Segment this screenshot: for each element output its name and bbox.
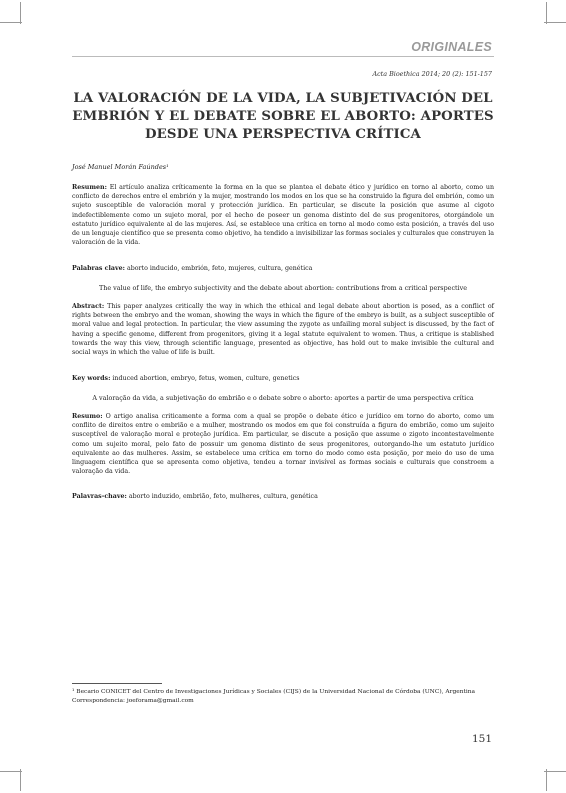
palabras-clave-text: aborto inducido, embrión, feto, mujeres, cultura, genética [124,265,313,272]
resumo-paragraph [72,412,494,476]
palabras-clave-paragraph [72,264,494,273]
crop-mark [546,769,547,791]
palavras-chave-label: Palavras-chave: [72,493,127,500]
footnote-divider [72,683,162,684]
resumo-label: Resumo: [72,413,103,420]
palavras-chave-text: aborto induzido, embrião, feto, mulheres, cultura, genética [126,493,318,500]
crop-mark [20,2,21,24]
footnote-affiliation: ¹ Becario CONICET del Centro de Investigaciones Jurídicas y Sociales (CIJS) de la Universidad Nacional de Córdoba (UNC), Argentina [72,689,476,695]
portuguese-title: A valoração da vida, a subjetivação do embrião e o debate sobre o aborto: aportes a partir de uma perspectiva crítica [92,394,474,402]
resumo-text: O artigo analisa criticamente a forma com a qual se propõe o debate ético e jurídico em torno do aborto, como um conflito de direitos entre o embrião e a mulher, mostrando os modos em que foi construída a figura do embrião, como um sujeito susceptível de valoração moral e proteção jurídica. Em particular, se discute a posição que assume o zigoto incontestavelmente como um sujeito moral, pelo fato de possuir um genoma distinto de seus progenitores, outorgando-lhe um estatuto jurídico equivalente ao das mulheres. Assim, se estabelece uma crítica em torno do modo como esta posição, por meio do uso de uma linguagem científica que se apresenta como objetiva, tendeu a tornar invisível as formas sociais e culturais que constroem a valoração da vida. [72,413,494,476]
resumen-paragraph [72,183,494,247]
key-words-paragraph [72,374,494,383]
english-title: The value of life, the embryo subjectivity and the debate about abortion: contributions from a critical perspective [98,284,468,292]
abstract-paragraph [72,302,494,357]
crop-mark [20,769,21,791]
crop-mark [0,771,22,772]
crop-mark [0,22,22,23]
footnote [72,688,494,706]
palabras-clave-label: Palabras clave: [72,265,125,272]
author-name: José Manuel Morán Faúndes¹ [72,163,169,171]
crop-mark [544,22,566,23]
section-label: ORIGINALES [411,40,492,54]
crop-mark [544,771,566,772]
key-words-text: induced abortion, embryo, fetus, women, culture, genetics [110,375,300,382]
page-number: 151 [471,733,492,745]
resumen-label: Resumen: [72,184,107,191]
abstract-label: Abstract: [72,303,105,310]
footnote-correspondence: Correspondencia: joeforama@gmail.com [72,698,194,704]
journal-citation: Acta Bioethica 2014; 20 (2): 151-157 [372,70,492,78]
article-title: LA VALORACIÓN DE LA VIDA, LA SUBJETIVACIÓN DEL EMBRIÓN Y EL DEBATE SOBRE EL ABORTO: APORTES DESDE UNA PERSPECTIVA CRÍTICA [72,91,494,142]
key-words-label: Key words: [72,375,111,382]
palavras-chave-paragraph [72,492,494,501]
resumen-text: El artículo analiza críticamente la forma en la que se plantea el debate ético y jurídico en torno al aborto, como un conflicto de derechos entre el embrión y la mujer, mostrando los modos en los que se ha construido la figura del embrión, como un sujeto susceptible de valoración moral y protección jurídica. En particular, se discute la posición que asume al cigoto indefectiblemente como un sujeto moral, por el hecho de poseer un genoma distinto del de sus progenitores, otorgándole un estatuto jurídico equivalente al de las mujeres. Así, se establece una crítica en torno al modo como esta posición, a través del uso de un lenguaje científico que se presenta como objetivo, ha tendido a invisibilizar las formas sociales y culturales que construyen la valoración de la vida. [72,184,494,247]
abstract-text: This paper analyzes critically the way in which the ethical and legal debate about abortion is posed, as a conflict of rights between the embryo and the woman, showing the ways in which the figure of the embryo is built, as a subject susceptible of moral value and legal protection. In particular, the view assuming the zygote as unfailing moral subject is discussed, by the fact of having a specific genome, different from progenitors, giving it a legal statute equivalent to women. Thus, a critique is stablished towards the way this view, through scientific language, presented as objective, has hold out to make invisible the cultural and social ways in which the value of life is built. [72,303,494,357]
crop-mark [546,2,547,24]
section-divider [72,56,494,57]
